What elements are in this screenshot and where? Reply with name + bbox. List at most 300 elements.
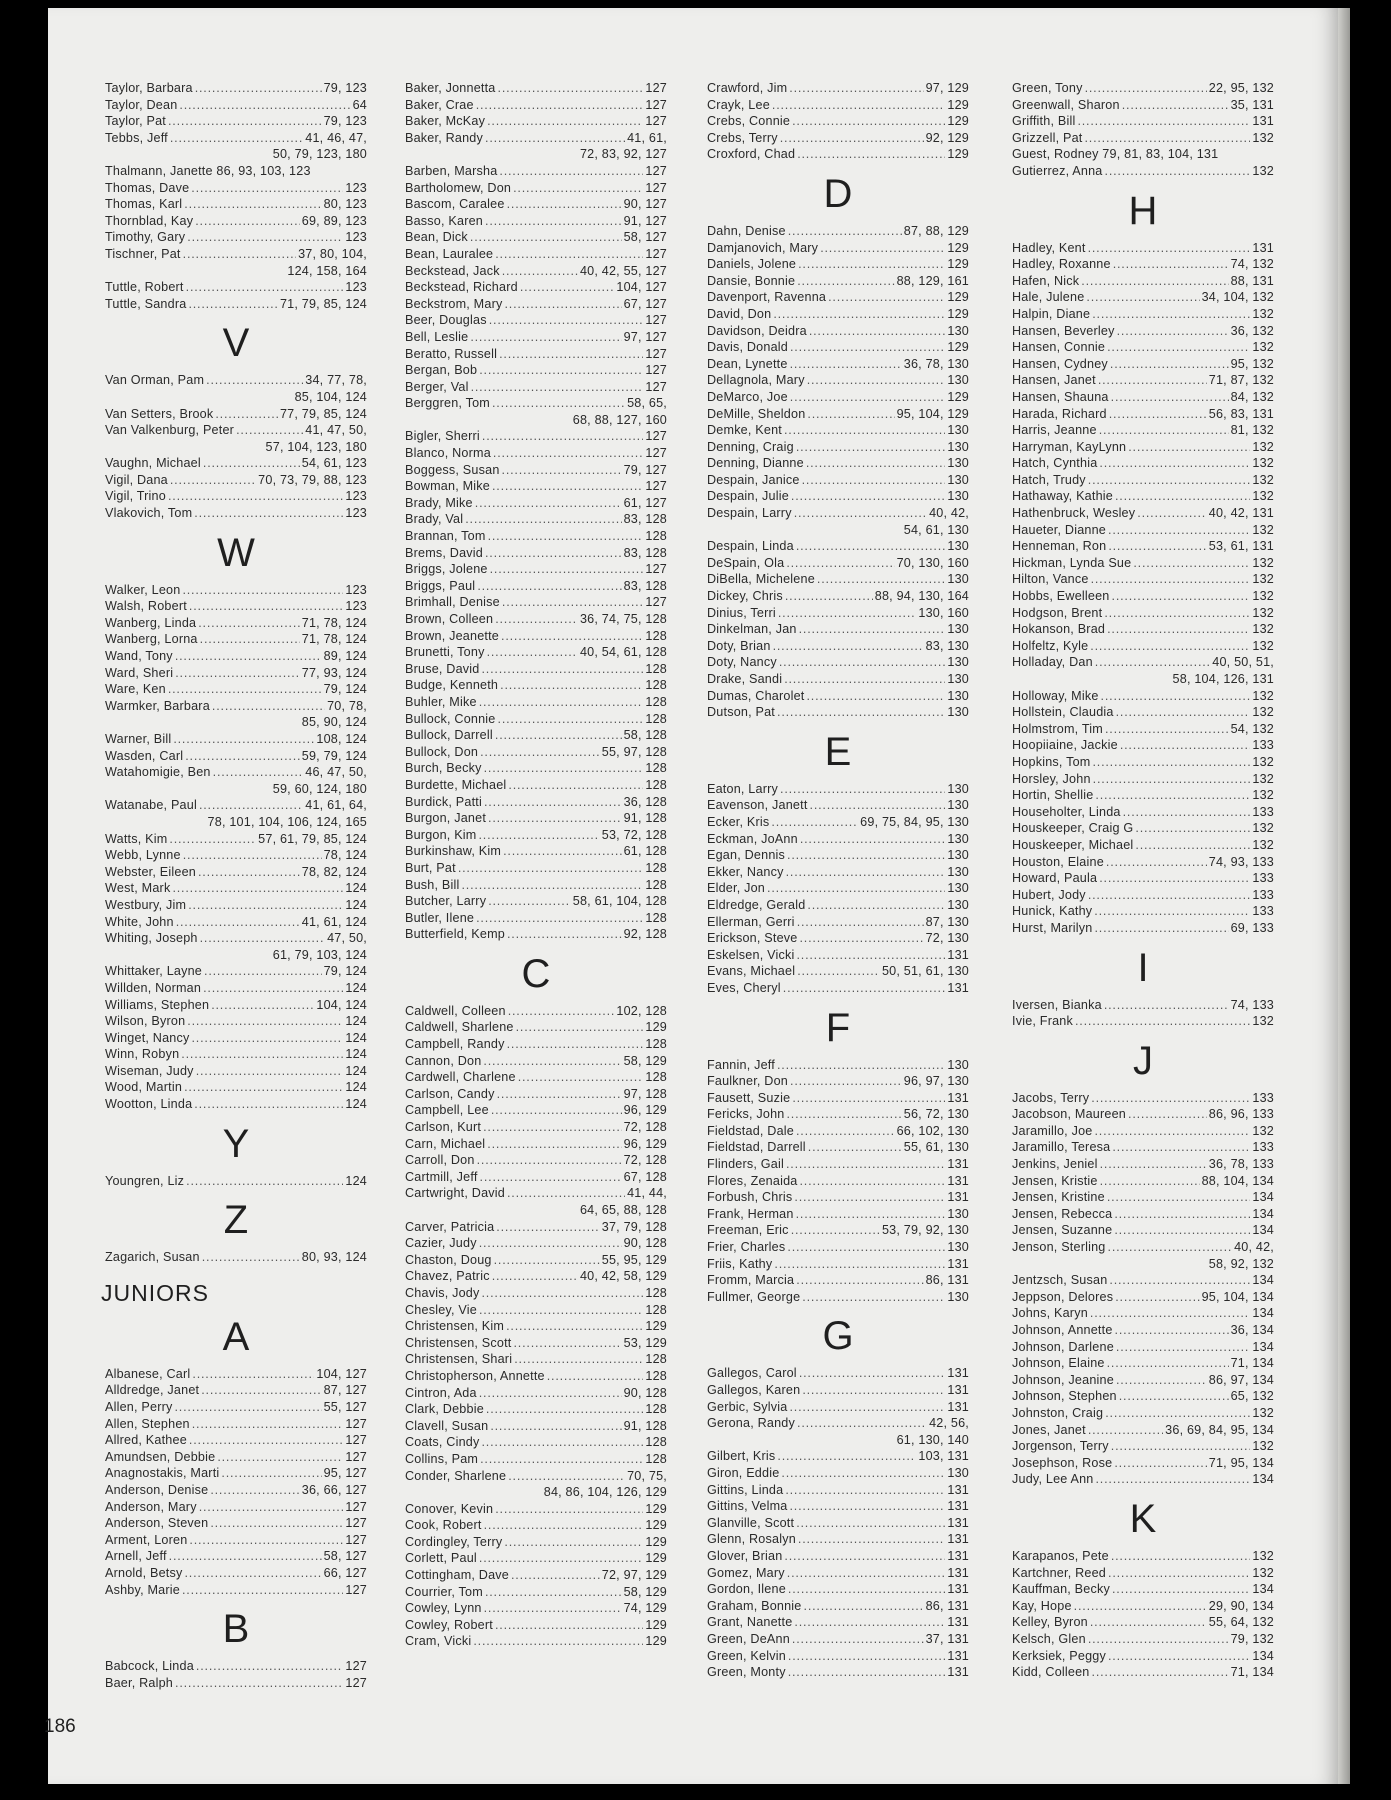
entry-name: Crayk, Lee bbox=[707, 97, 770, 112]
dot-leader bbox=[547, 1368, 644, 1385]
entry-pages: 127 bbox=[645, 97, 667, 112]
entry-name: Johnson, Elaine bbox=[1012, 1356, 1105, 1371]
dot-leader bbox=[490, 561, 644, 578]
entry-name: Hickman, Lynda Sue bbox=[1012, 555, 1132, 570]
entry-name: Forbush, Chris bbox=[707, 1190, 793, 1205]
entry-pages-continued: 68, 88, 127, 160 bbox=[572, 412, 667, 427]
entry-pages: 133 bbox=[1252, 804, 1274, 819]
entry-pages: 91, 128 bbox=[623, 1418, 667, 1433]
entry-pages: 131 bbox=[1252, 114, 1274, 129]
dot-leader bbox=[1098, 372, 1207, 389]
entry-line bbox=[707, 256, 969, 273]
dot-leader bbox=[778, 605, 917, 622]
dot-leader bbox=[817, 571, 945, 588]
index-entry bbox=[1012, 588, 1274, 605]
dot-leader bbox=[1100, 1156, 1207, 1173]
index-entry bbox=[105, 422, 367, 455]
index-entry bbox=[405, 1385, 667, 1402]
index-entry bbox=[105, 180, 367, 197]
entry-line bbox=[105, 472, 367, 489]
entry-pages: 80, 123 bbox=[323, 197, 367, 212]
entry-pages: 61, 127 bbox=[623, 495, 667, 510]
dot-leader bbox=[788, 223, 902, 240]
index-entry bbox=[105, 213, 367, 230]
entry-line bbox=[105, 1465, 367, 1482]
entry-line bbox=[405, 1053, 667, 1070]
entry-pages-continued: 72, 83, 92, 127 bbox=[579, 147, 667, 162]
entry-pages: 96, 129 bbox=[623, 1136, 667, 1151]
entry-line bbox=[105, 1499, 367, 1516]
entry-pages: 40, 42, bbox=[1234, 1240, 1274, 1255]
index-entry bbox=[105, 582, 367, 599]
entry-pages: 70, 75, bbox=[627, 1468, 667, 1483]
entry-name: Hubert, Jody bbox=[1012, 887, 1086, 902]
entry-name: Wood, Martin bbox=[105, 1080, 183, 1095]
entry-name: Kauffman, Becky bbox=[1012, 1582, 1110, 1597]
index-entry bbox=[1012, 1139, 1274, 1156]
entry-pages: 36, 132 bbox=[1230, 323, 1274, 338]
entry-line bbox=[707, 814, 969, 831]
entry-name: Vigil, Dana bbox=[105, 472, 168, 487]
index-entry bbox=[707, 256, 969, 273]
dot-leader bbox=[773, 306, 945, 323]
dot-leader bbox=[1112, 1581, 1250, 1598]
index-entry bbox=[405, 1501, 667, 1518]
entry-pages: 129 bbox=[645, 1319, 667, 1334]
entry-name: Carlson, Kurt bbox=[405, 1120, 482, 1135]
entry-name: Demke, Kent bbox=[707, 423, 782, 438]
entry-line bbox=[707, 1090, 969, 1107]
entry-pages: 128 bbox=[645, 1435, 667, 1450]
entry-name: Vaughn, Michael bbox=[105, 456, 201, 471]
entry-name: David, Don bbox=[707, 306, 772, 321]
dot-leader bbox=[794, 1614, 945, 1631]
index-entry bbox=[707, 847, 969, 864]
dot-leader bbox=[1107, 1355, 1229, 1372]
letter-heading: A bbox=[222, 1314, 250, 1359]
entry-name: Jeppson, Delores bbox=[1012, 1289, 1114, 1304]
entry-line bbox=[105, 615, 367, 632]
dot-leader bbox=[808, 1139, 902, 1156]
index-entry bbox=[105, 1173, 367, 1190]
entry-pages: 97, 129 bbox=[925, 81, 969, 95]
entry-name: Beckstead, Richard bbox=[405, 280, 518, 295]
index-entry bbox=[707, 223, 969, 240]
entry-line bbox=[405, 1252, 667, 1269]
entry-name: Clark, Debbie bbox=[405, 1402, 484, 1417]
entry-line bbox=[707, 488, 969, 505]
entry-line bbox=[707, 980, 969, 997]
dot-leader bbox=[495, 246, 643, 263]
entry-line bbox=[105, 847, 367, 864]
entry-pages: 40, 42, 55, 127 bbox=[579, 263, 667, 278]
index-entry bbox=[707, 1123, 969, 1140]
index-entry bbox=[405, 1633, 667, 1650]
entry-pages: 40, 54, 61, 128 bbox=[579, 645, 667, 660]
entry-line bbox=[405, 163, 667, 180]
dot-leader bbox=[1104, 997, 1229, 1014]
dot-leader bbox=[168, 113, 322, 130]
entry-name: Hansen, Connie bbox=[1012, 340, 1106, 355]
index-entry bbox=[105, 229, 367, 246]
entry-pages: 132 bbox=[1252, 622, 1274, 637]
index-entry bbox=[1012, 1372, 1274, 1389]
entry-pages: 130 bbox=[947, 472, 969, 487]
index-entry bbox=[1012, 80, 1274, 97]
entry-line bbox=[105, 698, 367, 715]
index-entry bbox=[105, 1079, 367, 1096]
dot-leader bbox=[210, 1515, 343, 1532]
entry-name: Eavenson, Janett bbox=[707, 798, 808, 813]
entry-line bbox=[105, 505, 367, 522]
index-entry bbox=[1012, 1090, 1274, 1107]
entry-pages: 130 bbox=[947, 781, 969, 796]
index-entry bbox=[1012, 1222, 1274, 1239]
entry-name: Babcock, Linda bbox=[105, 1659, 194, 1674]
entry-line bbox=[405, 1385, 667, 1402]
entry-line bbox=[405, 495, 667, 512]
index-entry bbox=[405, 578, 667, 595]
entry-pages: 77, 79, 85, 124 bbox=[279, 406, 367, 421]
dot-leader bbox=[792, 1631, 924, 1648]
entry-line bbox=[405, 1169, 667, 1186]
dot-leader bbox=[792, 113, 945, 130]
entry-line bbox=[105, 1416, 367, 1433]
entry-pages: 56, 83, 131 bbox=[1208, 406, 1274, 421]
entry-pages: 129 bbox=[645, 1501, 667, 1516]
dot-leader bbox=[181, 1046, 343, 1063]
entry-pages: 74, 129 bbox=[623, 1601, 667, 1616]
entry-line bbox=[105, 1548, 367, 1565]
dot-leader bbox=[1107, 339, 1250, 356]
entry-pages: 79, 132 bbox=[1230, 1631, 1274, 1646]
index-entry bbox=[405, 97, 667, 114]
entry-pages: 53, 72, 128 bbox=[601, 827, 667, 842]
dot-leader bbox=[1094, 903, 1250, 920]
entry-pages: 97, 128 bbox=[623, 1086, 667, 1101]
dot-leader bbox=[1095, 787, 1250, 804]
dot-leader bbox=[465, 511, 621, 528]
entry-pages: 130 bbox=[947, 655, 969, 670]
dot-leader bbox=[1091, 1090, 1250, 1107]
index-entry bbox=[405, 329, 667, 346]
index-entry bbox=[105, 1249, 367, 1266]
entry-line bbox=[707, 1482, 969, 1499]
entry-pages: 127 bbox=[345, 1516, 367, 1531]
entry-name: Burt, Pat bbox=[405, 860, 456, 875]
dot-leader bbox=[170, 130, 303, 147]
entry-pages: 54, 61, 123 bbox=[301, 456, 367, 471]
index-entry bbox=[1012, 787, 1274, 804]
entry-pages: 58, 127 bbox=[623, 230, 667, 245]
index-entry bbox=[1012, 1156, 1274, 1173]
index-entry bbox=[405, 1335, 667, 1352]
index-entry bbox=[105, 1482, 367, 1499]
entry-name: Baker, Crae bbox=[405, 97, 474, 112]
entry-line bbox=[405, 379, 667, 396]
letter-heading: E bbox=[824, 729, 852, 774]
index-entry bbox=[1012, 1322, 1274, 1339]
entry-pages: 87, 88, 129 bbox=[903, 223, 969, 238]
index-entry bbox=[707, 306, 969, 323]
index-entry bbox=[707, 897, 969, 914]
entry-name: Williams, Stephen bbox=[105, 997, 210, 1012]
dot-leader bbox=[1088, 887, 1251, 904]
dot-leader bbox=[202, 1249, 300, 1266]
entry-pages: 130 bbox=[947, 688, 969, 703]
entry-line bbox=[105, 1399, 367, 1416]
dot-leader bbox=[787, 1239, 945, 1256]
entry-pages-continued: 59, 60, 124, 180 bbox=[272, 781, 367, 796]
entry-name: Cannon, Don bbox=[405, 1053, 482, 1068]
entry-pages: 71, 78, 124 bbox=[301, 615, 367, 630]
entry-line bbox=[105, 296, 367, 313]
entry-pages: 54, 132 bbox=[1230, 721, 1274, 736]
entry-name: Conder, Sharlene bbox=[405, 1468, 507, 1483]
index-entry bbox=[707, 880, 969, 897]
entry-pages: 132 bbox=[1252, 340, 1274, 355]
entry-line bbox=[707, 831, 969, 848]
dot-leader bbox=[203, 455, 300, 472]
index-entry bbox=[105, 97, 367, 114]
entry-pages: 131 bbox=[947, 1399, 969, 1414]
dot-leader bbox=[1135, 820, 1250, 837]
entry-name: Glanville, Scott bbox=[707, 1515, 795, 1530]
entry-pages: 132 bbox=[1252, 771, 1274, 786]
index-entry bbox=[405, 1468, 667, 1501]
dot-leader bbox=[807, 897, 945, 914]
index-entry bbox=[405, 196, 667, 213]
entry-pages: 69, 75, 84, 95, 130 bbox=[860, 814, 969, 829]
dot-leader bbox=[488, 893, 571, 910]
index-entry bbox=[105, 1013, 367, 1030]
dot-leader bbox=[482, 661, 644, 678]
index-entry bbox=[405, 910, 667, 927]
entry-pages: 41, 61, 124 bbox=[301, 914, 367, 929]
dot-leader bbox=[1101, 688, 1251, 705]
entry-line bbox=[405, 1468, 667, 1485]
dot-leader bbox=[182, 1582, 343, 1599]
entry-name: Burdick, Patti bbox=[405, 794, 482, 809]
entry-line bbox=[405, 80, 667, 97]
index-column-1 bbox=[101, 80, 367, 1691]
entry-name: Dutson, Pat bbox=[707, 705, 776, 720]
entry-pages: 134 bbox=[1252, 1582, 1274, 1597]
entry-line bbox=[405, 445, 667, 462]
entry-name: Alldredge, Janet bbox=[105, 1383, 200, 1398]
entry-name: Jentzsch, Susan bbox=[1012, 1273, 1108, 1288]
index-entry bbox=[1012, 256, 1274, 273]
entry-line bbox=[707, 638, 969, 655]
entry-line bbox=[1012, 356, 1274, 373]
dot-leader bbox=[176, 914, 300, 931]
entry-pages: 130 bbox=[947, 323, 969, 338]
entry-name: Crebs, Connie bbox=[707, 114, 791, 129]
index-entry bbox=[1012, 1664, 1274, 1681]
entry-name: Bell, Leslie bbox=[405, 329, 469, 344]
dot-leader bbox=[1077, 113, 1250, 130]
entry-name: Green, Kelvin bbox=[707, 1648, 786, 1663]
entry-name: Cordingley, Terry bbox=[405, 1534, 503, 1549]
entry-line bbox=[707, 406, 969, 423]
entry-pages: 129 bbox=[947, 389, 969, 404]
index-entry bbox=[707, 1598, 969, 1615]
index-entry bbox=[405, 312, 667, 329]
dot-leader bbox=[215, 406, 278, 423]
entry-name: Dickey, Chris bbox=[707, 589, 783, 604]
index-entry bbox=[405, 130, 667, 163]
index-entry bbox=[707, 439, 969, 456]
entry-name: Coats, Cindy bbox=[405, 1435, 480, 1450]
dot-leader bbox=[500, 677, 643, 694]
entry-name: Crawford, Jim bbox=[707, 81, 788, 95]
entry-pages: 130 bbox=[947, 539, 969, 554]
entry-pages: 83, 128 bbox=[623, 512, 667, 527]
dot-leader bbox=[479, 1385, 622, 1402]
entry-line bbox=[105, 914, 367, 931]
dot-leader bbox=[807, 406, 894, 423]
entry-name: Kerksiek, Peggy bbox=[1012, 1648, 1106, 1663]
dot-leader bbox=[482, 1285, 644, 1302]
entry-name: Hollstein, Claudia bbox=[1012, 705, 1114, 720]
dot-leader bbox=[508, 1003, 615, 1020]
entry-name: Fausett, Suzie bbox=[707, 1090, 791, 1105]
dot-leader bbox=[1109, 406, 1207, 423]
entry-line bbox=[1012, 1438, 1274, 1455]
entry-pages: 71, 134 bbox=[1230, 1356, 1274, 1371]
entry-line bbox=[405, 246, 667, 263]
index-entry bbox=[1012, 439, 1274, 456]
entry-name: Johnson, Darlene bbox=[1012, 1339, 1114, 1354]
entry-line bbox=[707, 422, 969, 439]
entry-line bbox=[1012, 1123, 1274, 1140]
entry-pages: 132 bbox=[1252, 163, 1274, 178]
entry-name: Fieldstad, Darrell bbox=[707, 1140, 806, 1155]
dot-leader bbox=[1122, 97, 1229, 114]
entry-name: Jenkins, Jeniel bbox=[1012, 1157, 1098, 1172]
entry-name: Graham, Bonnie bbox=[707, 1598, 802, 1613]
index-entry bbox=[105, 897, 367, 914]
entry-name: Harryman, KayLynn bbox=[1012, 439, 1127, 454]
entry-pages: 70, 78, bbox=[327, 698, 367, 713]
entry-line bbox=[405, 1102, 667, 1119]
dot-leader bbox=[480, 1169, 622, 1186]
index-entry bbox=[1012, 704, 1274, 721]
entry-line bbox=[707, 704, 969, 721]
dot-leader bbox=[789, 80, 923, 97]
entry-pages: 123 bbox=[345, 489, 367, 504]
entry-pages: 132 bbox=[1252, 572, 1274, 587]
entry-line bbox=[405, 478, 667, 495]
entry-line bbox=[1012, 1355, 1274, 1372]
entry-name: Egan, Dennis bbox=[707, 848, 786, 863]
entry-line bbox=[1012, 1139, 1274, 1156]
entry-pages: 128 bbox=[645, 628, 667, 643]
entry-name: Gallegos, Karen bbox=[707, 1383, 801, 1397]
dot-leader bbox=[802, 1289, 945, 1306]
entry-pages: 129 bbox=[947, 306, 969, 321]
entry-name: Wanberg, Linda bbox=[105, 615, 197, 630]
entry-line bbox=[1012, 638, 1274, 655]
entry-pages: 132 bbox=[1252, 1548, 1274, 1563]
index-entry bbox=[105, 631, 367, 648]
entry-pages: 131 bbox=[947, 980, 969, 995]
dot-leader bbox=[169, 831, 256, 848]
dot-leader bbox=[1106, 854, 1207, 871]
index-entry bbox=[1012, 1239, 1274, 1272]
entry-pages: 132 bbox=[1252, 472, 1274, 487]
entry-name: Brems, David bbox=[405, 545, 483, 560]
entry-pages: 127 bbox=[345, 1499, 367, 1514]
index-entry bbox=[405, 843, 667, 860]
index-entry bbox=[405, 229, 667, 246]
entry-line bbox=[1012, 323, 1274, 340]
dot-leader bbox=[185, 1565, 322, 1582]
letter-heading: Y bbox=[222, 1121, 250, 1166]
entry-pages: 128 bbox=[645, 711, 667, 726]
entry-name: Holloway, Mike bbox=[1012, 688, 1099, 703]
entry-line bbox=[1012, 472, 1274, 489]
entry-pages: 130 bbox=[947, 456, 969, 471]
entry-name: Kidd, Colleen bbox=[1012, 1665, 1090, 1680]
index-entry bbox=[1012, 1305, 1274, 1322]
dot-leader bbox=[486, 1401, 643, 1418]
dot-leader bbox=[479, 694, 644, 711]
entry-line bbox=[707, 1123, 969, 1140]
dot-leader bbox=[489, 312, 644, 329]
entry-pages: 131 bbox=[947, 1173, 969, 1188]
dot-leader bbox=[184, 196, 321, 213]
entry-name: Hansen, Janet bbox=[1012, 373, 1096, 388]
index-entry bbox=[707, 1173, 969, 1190]
entry-name: Winget, Nancy bbox=[105, 1030, 190, 1045]
entry-line bbox=[105, 1046, 367, 1063]
index-entry bbox=[405, 1185, 667, 1218]
entry-line bbox=[105, 130, 367, 147]
entry-pages: 36, 74, 75, 128 bbox=[579, 612, 667, 626]
index-entry bbox=[405, 860, 667, 877]
dot-leader bbox=[499, 163, 643, 180]
entry-name: Ashby, Marie bbox=[105, 1582, 180, 1597]
entry-pages: 132 bbox=[1252, 522, 1274, 537]
entry-name: Holladay, Dan bbox=[1012, 655, 1093, 670]
entry-pages: 129 bbox=[947, 240, 969, 255]
entry-name: Hilton, Vance bbox=[1012, 572, 1089, 587]
dot-leader bbox=[210, 1482, 299, 1499]
index-entry bbox=[707, 1206, 969, 1223]
dot-leader bbox=[1110, 356, 1229, 373]
dot-leader bbox=[772, 97, 945, 114]
entry-name: Taylor, Dean bbox=[105, 97, 178, 112]
index-entry bbox=[707, 1156, 969, 1173]
dot-leader bbox=[189, 1432, 343, 1449]
index-entry bbox=[405, 462, 667, 479]
entry-pages: 131 bbox=[947, 1256, 969, 1271]
entry-line bbox=[105, 864, 367, 881]
index-entry bbox=[707, 1465, 969, 1482]
entry-line bbox=[105, 1382, 367, 1399]
dot-leader bbox=[796, 1123, 895, 1140]
dot-leader bbox=[790, 389, 946, 406]
index-entry bbox=[105, 1449, 367, 1466]
entry-name: Kartchner, Reed bbox=[1012, 1565, 1107, 1580]
entry-name: Wootton, Linda bbox=[105, 1097, 193, 1112]
entry-name: Davenport, Ravenna bbox=[707, 290, 827, 305]
dot-leader bbox=[217, 1449, 343, 1466]
entry-name: Cardwell, Charlene bbox=[405, 1070, 516, 1085]
entry-pages: 131 bbox=[947, 1366, 969, 1381]
entry-pages: 36, 78, 130 bbox=[903, 356, 969, 371]
